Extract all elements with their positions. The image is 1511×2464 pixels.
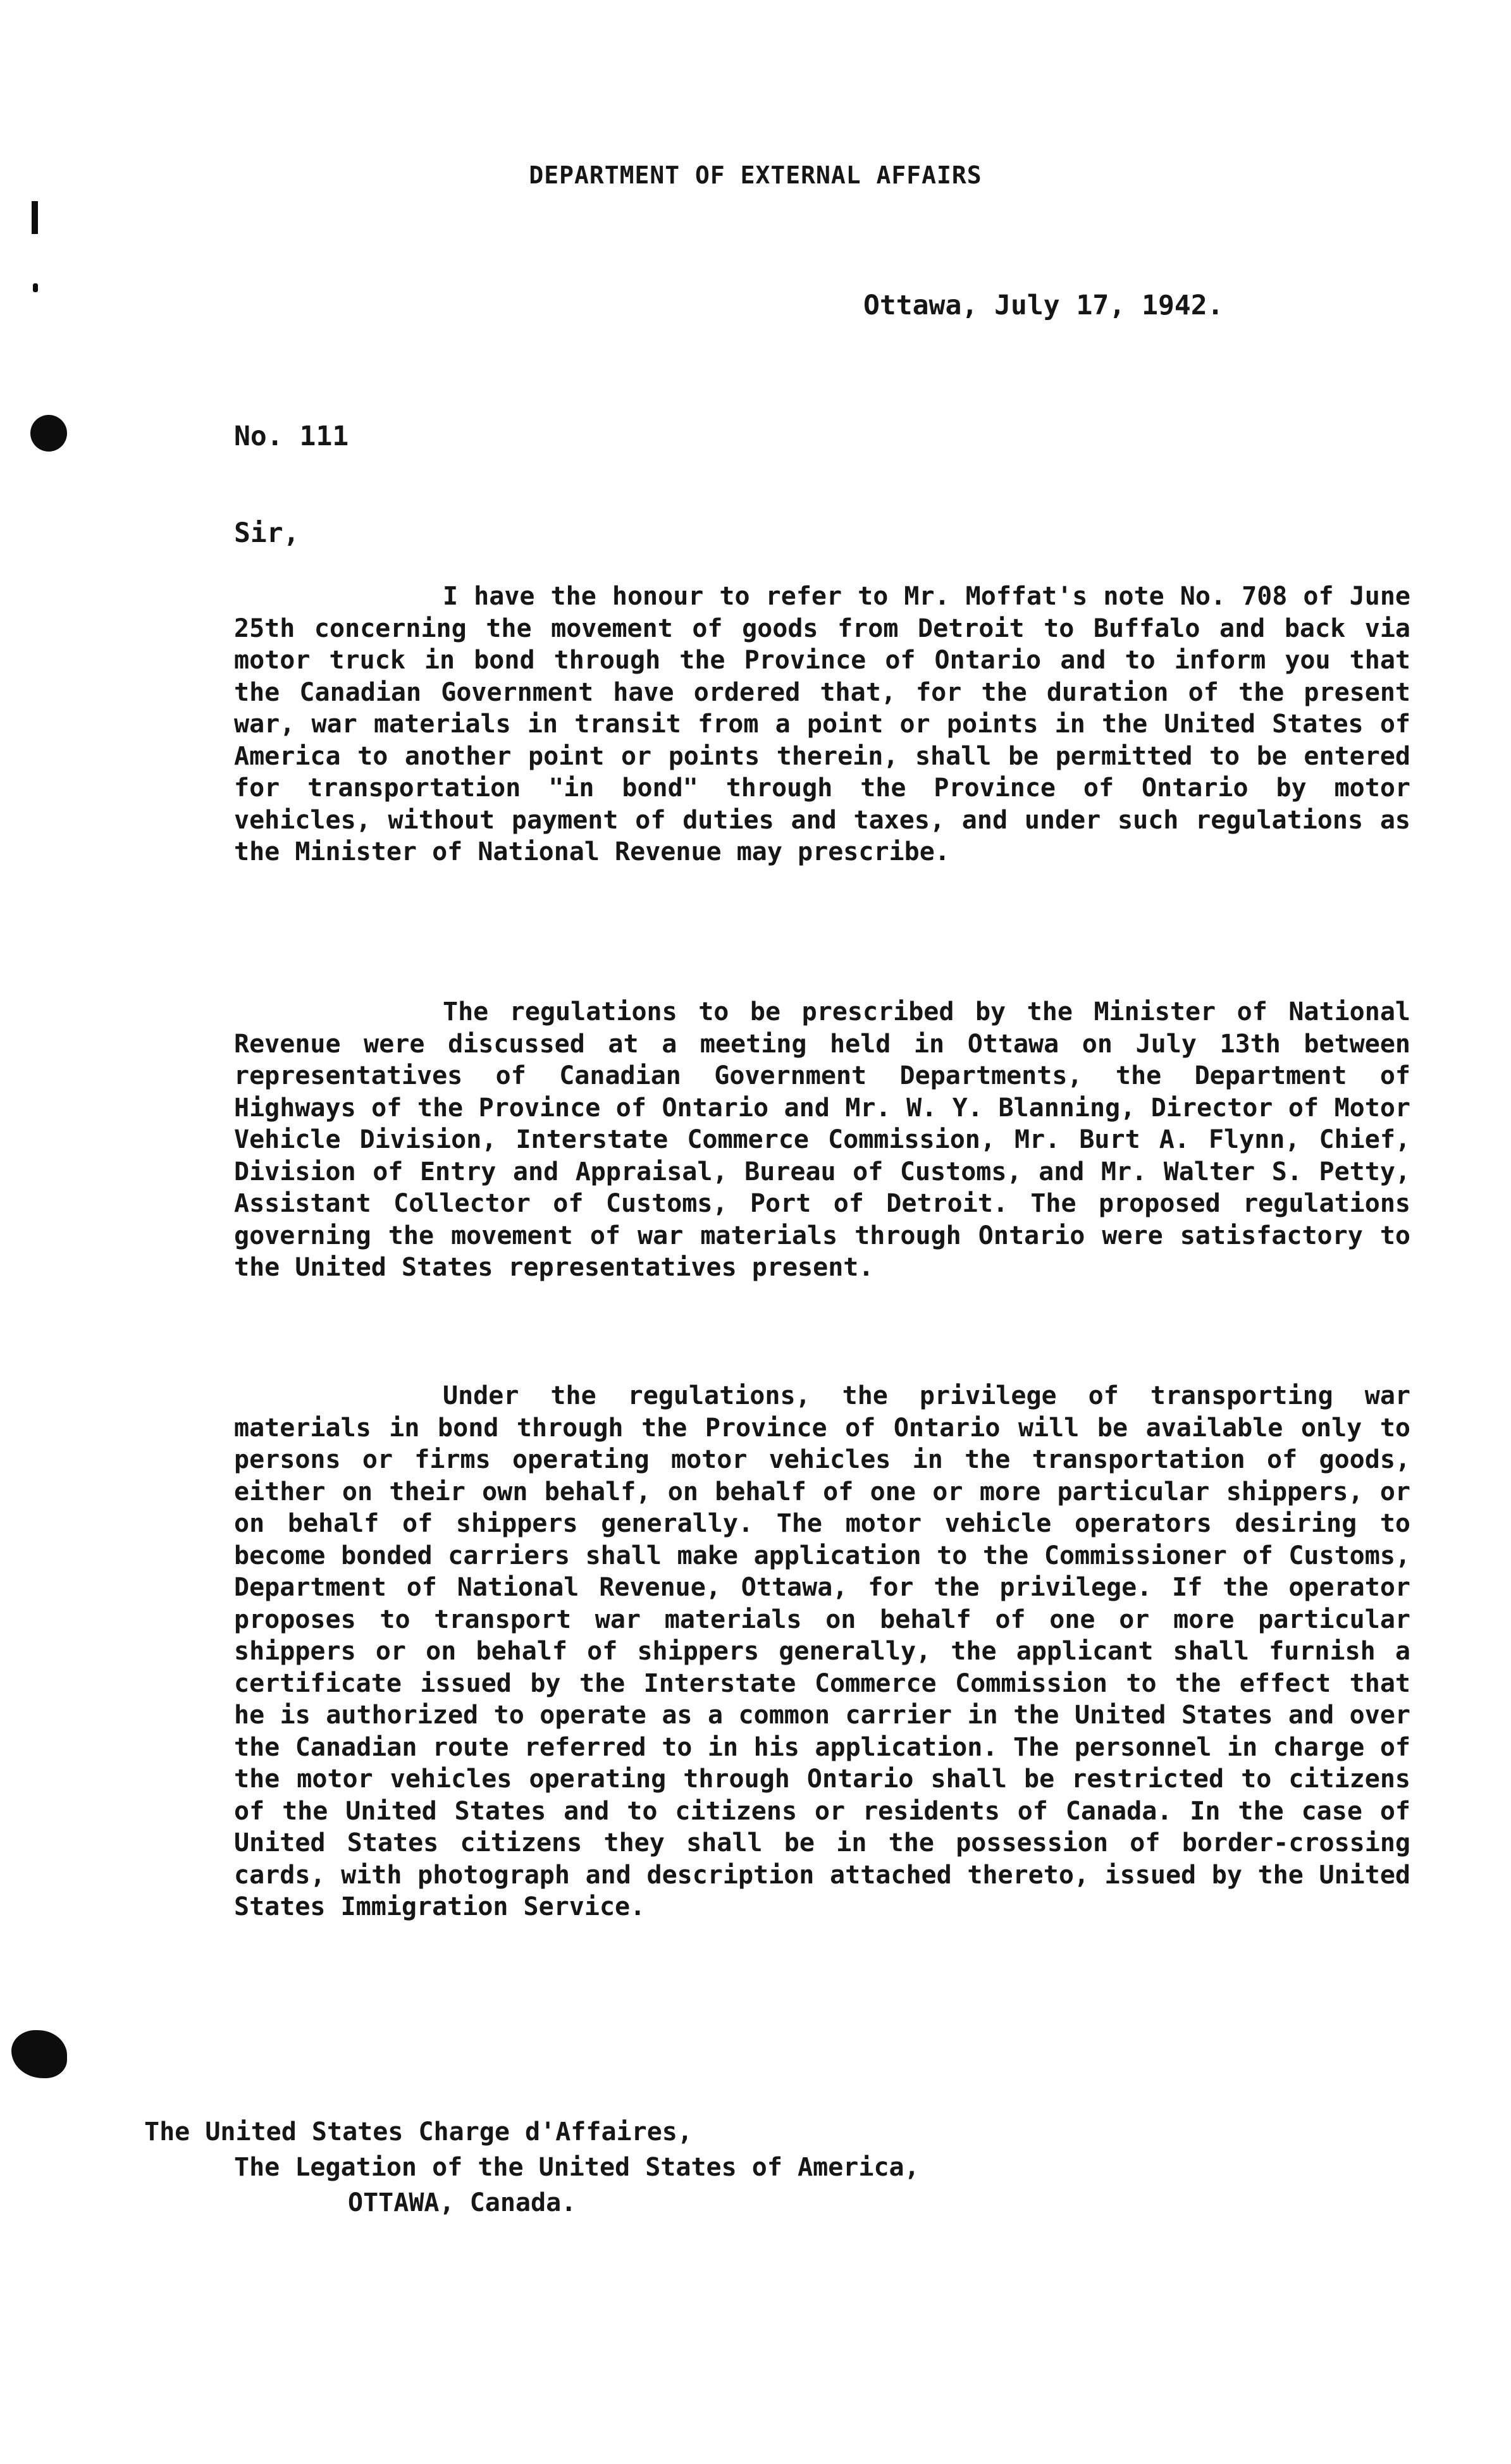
- salutation: Sir,: [234, 517, 300, 549]
- letter-number: No. 111: [234, 421, 349, 452]
- margin-tick-mark: [32, 201, 38, 234]
- body-paragraph: Under the regulations, the privilege of transporting war materials in bond through the Province of Ontario will be available only to persons or firms operating motor vehicles in the transportation of goods, either on their own behalf, on behalf of one or more particular shippers, or on behalf of shippers generally. The motor vehicle operators desiring to become bonded carriers shall make application to the Commissioner of Customs, Department of National Revenue, Ottawa, for the privilege. If the operator proposes to transport war materials on behalf of one or more particular shippers or on behalf of shippers generally, the applicant shall furnish a certificate issued by the Interstate Commerce Commission to the effect that he is authorized to operate as a common carrier in the United States and over the Canadian route referred to in his application. The personnel in charge of the motor vehicles operating through Ontario shall be restricted to citizens of the United States and to citizens or residents of Canada. In the case of United States citizens they shall be in the possession of border-crossing cards, with photograph and description attached thereto, issued by the United States Immigration Service.: [234, 1381, 1410, 1921]
- punch-hole-mark: [30, 415, 67, 452]
- body-paragraph: The regulations to be prescribed by the Minister of National Revenue were discussed at a meeting held in Ottawa on July 13th between representatives of Canadian Government Departments, the Department of Highways of the Province of Ontario and Mr. W. Y. Blanning, Director of Motor Vehicle Division, Interstate Commerce Commission, Mr. Burt A. Flynn, Chief, Division of Entry and Appraisal, Bureau of Customs, and Mr. Walter S. Petty, Assistant Collector of Customs, Port of Detroit. The proposed regulations governing the movement of war materials through Ontario were satisfactory to the United States representatives present.: [234, 997, 1410, 1282]
- ink-blot-mark: [11, 2030, 67, 2078]
- addressee-legation: The Legation of the United States of America,: [234, 2153, 920, 2182]
- margin-dot-mark: [33, 283, 38, 292]
- department-heading: DEPARTMENT OF EXTERNAL AFFAIRS: [529, 161, 982, 189]
- body-paragraph: I have the honour to refer to Mr. Moffat's note No. 708 of June 25th concerning the movement of goods from Detroit to Buffalo and back via motor truck in bond through the Province of Ontario and to inform you that the Canadian Government have ordered that, for the duration of the present war, war materials in transit from a point or points in the United States of America to another point or points therein, shall be permitted to be entered for transportation "in bond" through the Province of Ontario by motor vehicles, without payment of duties and taxes, and under such regulations as the Minister of National Revenue may prescribe.: [234, 582, 1410, 866]
- addressee-city: OTTAWA, Canada.: [348, 2188, 577, 2217]
- letter-date: Ottawa, July 17, 1942.: [863, 290, 1224, 321]
- addressee-title: The United States Charge d'Affaires,: [144, 2117, 693, 2147]
